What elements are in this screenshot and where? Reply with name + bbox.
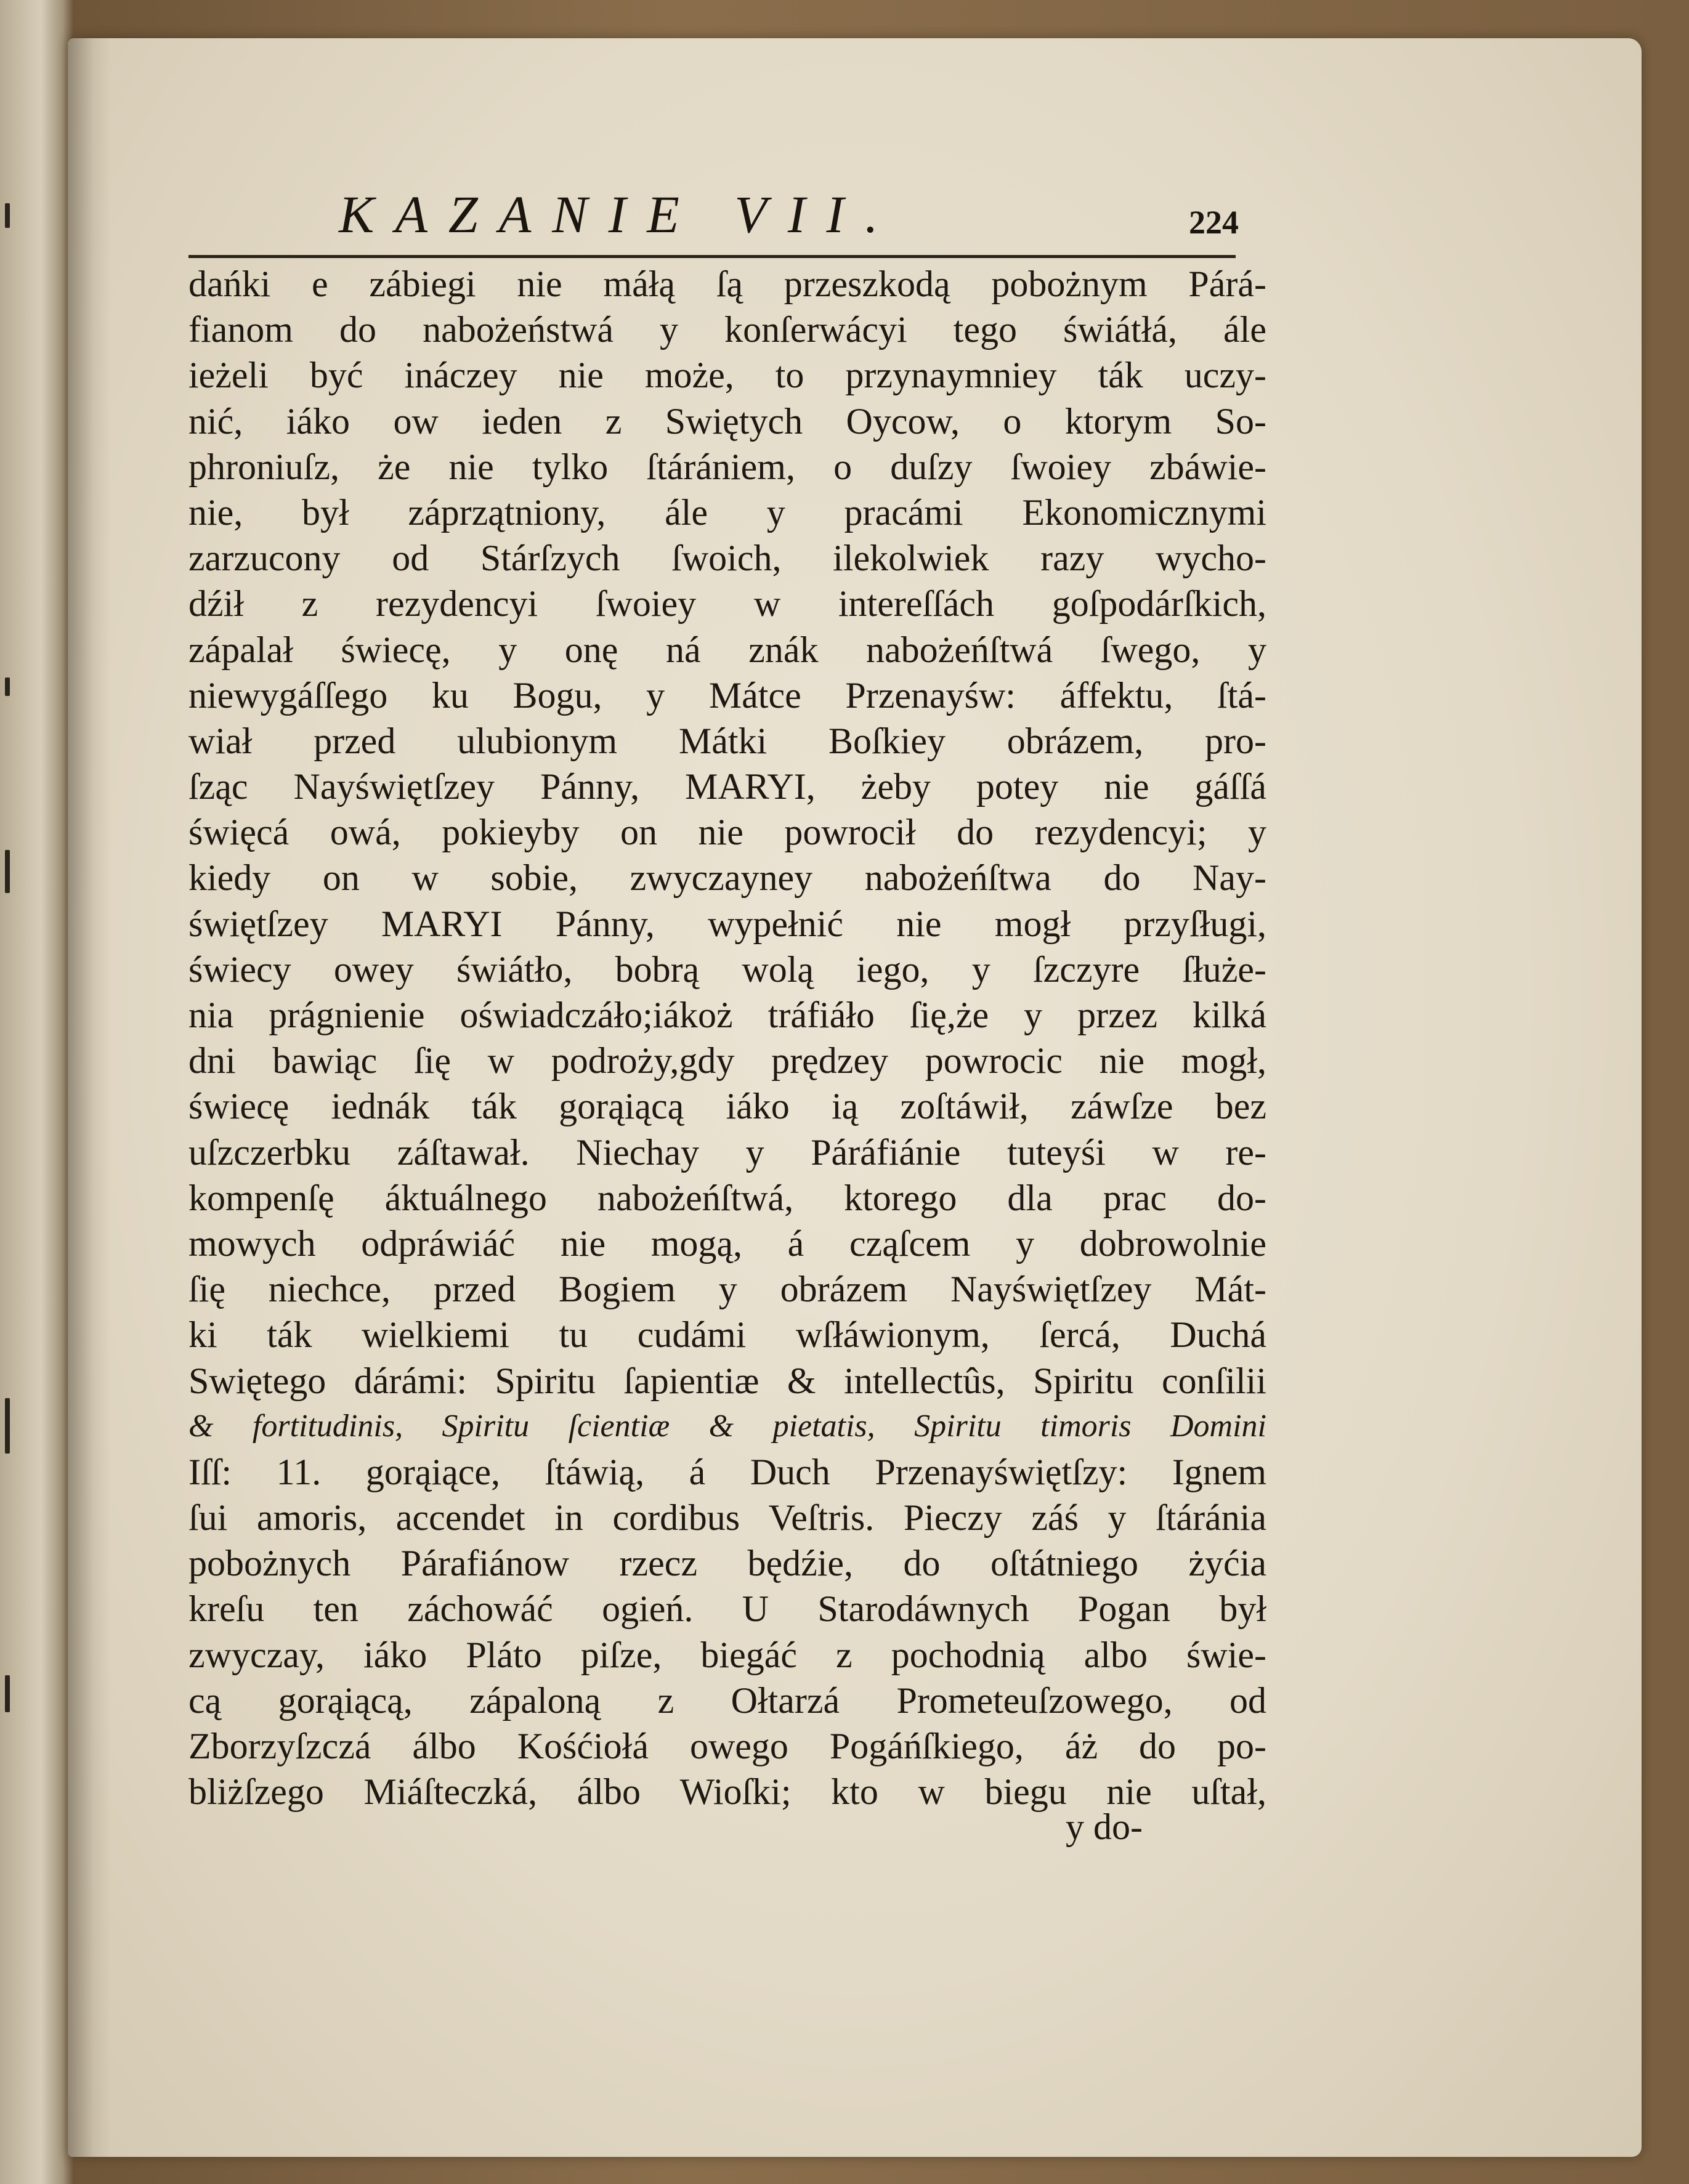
text-line: ki ták wielkiemi tu cudámi wſłáwionym, ſercá, Duchá <box>188 1314 1266 1356</box>
facing-page-edge <box>0 0 74 2184</box>
latin-quote-line: & fortitudinis, Spiritu ſcientiæ & pietatis, Spiritu timoris Domini <box>188 1408 1266 1444</box>
text-line: święcá owá, pokieyby on nie powrocił do rezydencyi; y <box>188 812 1266 853</box>
catchword: y do- <box>1066 1806 1143 1847</box>
text-line: dni bawiąc ſię w podroży,gdy prędzey powrocic nie mogł, <box>188 1040 1266 1082</box>
running-title: KAZANIE VII. <box>339 185 899 244</box>
text-line: nia prágnienie oświadczáło;iákoż tráfiáło ſię,że y przez kilká <box>188 995 1266 1035</box>
text-line: Iſſ: 11. gorąiące, ſtáwią, á Duch Przenayświętſzy: Ignem <box>188 1451 1266 1492</box>
header-rule <box>188 255 1236 258</box>
text-line: kreſu ten záchowáć ogień. U Starodáwnych Pogan był <box>188 1588 1266 1630</box>
text-line: nie, był záprzątniony, ále y pracámi Ekonomicznymi <box>188 491 1266 533</box>
text-line: bliżſzego Miáſteczká, álbo Wioſki; kto w biegu nie uſtał, <box>188 1771 1266 1813</box>
text-line: Zborzyſzczá álbo Kośćiołá owego Pogáńſkiego, áż do po- <box>188 1726 1266 1766</box>
body-text <box>188 261 1266 1814</box>
text-line: kompenſę áktuálnego nabożeńſtwá, ktorego dla prac do- <box>188 1177 1266 1218</box>
text-line: dźił z rezydencyi ſwoiey w intereſſách goſpodárſkich, <box>188 583 1266 625</box>
page-number: 224 <box>1189 204 1239 241</box>
text-line: cą gorąiącą, zápaloną z Ołtarzá Prometeuſzowego, od <box>188 1680 1266 1721</box>
text-line: dańki e zábiegi nie máłą ſą przeszkodą pobożnym Párá- <box>188 264 1266 304</box>
facing-page-mark <box>5 1398 10 1454</box>
text-line: ieżeli być ináczey nie może, to przynaymniey ták uczy- <box>188 355 1266 396</box>
text-line: uſzczerbku záſtawał. Niechay y Páráfiánie tuteyśi w re- <box>188 1131 1266 1173</box>
text-line: mowych odpráwiáć nie mogą, á cząſcem y dobrowolnie <box>188 1223 1266 1264</box>
book-page <box>68 38 1642 2157</box>
text-line: kiedy on w sobie, zwyczayney nabożeńſtwa do Nay- <box>188 857 1266 899</box>
text-line: fianom do nabożeństwá y konſerwácyi tego świátłá, ále <box>188 309 1266 350</box>
facing-page-mark <box>5 677 10 696</box>
facing-page-mark <box>5 203 10 228</box>
text-line: zápalał świecę, y onę ná znák nabożeńſtwá ſwego, y <box>188 629 1266 670</box>
text-line: ſząc Nayświętſzey Pánny, MARYI, żeby potey nie gáſſá <box>188 766 1266 807</box>
text-line: świecę iednák ták gorąiącą iáko ią zoſtáwił, záwſze bez <box>188 1086 1266 1127</box>
text-line: wiał przed ulubionym Mátki Boſkiey obrázem, pro- <box>188 720 1266 761</box>
text-line: ſui amoris, accendet in cordibus Veſtris. Pieczy záś y ſtáránia <box>188 1497 1266 1539</box>
text-line: zwyczay, iáko Pláto piſze, biegáć z pochodnią albo świe- <box>188 1634 1266 1675</box>
text-line: ſię niechce, przed Bogiem y obrázem Nayświętſzey Mát- <box>188 1269 1266 1310</box>
text-line: nić, iáko ow ieden z Swiętych Oycow, o ktorym So- <box>188 400 1266 442</box>
facing-page-mark <box>5 1675 10 1712</box>
text-line: niewygáſſego ku Bogu, y Mátce Przenayśw: áffektu, ſtá- <box>188 674 1266 716</box>
text-line: pobożnych Párafiánow rzecz będźie, do oſtátniego żyćia <box>188 1543 1266 1584</box>
text-line: świętſzey MARYI Pánny, wypełnić nie mogł przyſługi, <box>188 903 1266 944</box>
text-line: Swiętego dárámi: Spiritu ſapientiæ & intellectûs, Spiritu conſilii <box>188 1360 1266 1401</box>
gutter-shadow <box>68 38 111 2157</box>
text-line: zarzucony od Stárſzych ſwoich, ilekolwiek razy wycho- <box>188 538 1266 579</box>
text-line: świecy owey świátło, bobrą wolą iego, y ſzczyre ſłuże- <box>188 948 1266 990</box>
facing-page-mark <box>5 850 10 893</box>
text-line: phroniuſz, że nie tylko ſtárániem, o duſzy ſwoiey zbáwie- <box>188 446 1266 487</box>
